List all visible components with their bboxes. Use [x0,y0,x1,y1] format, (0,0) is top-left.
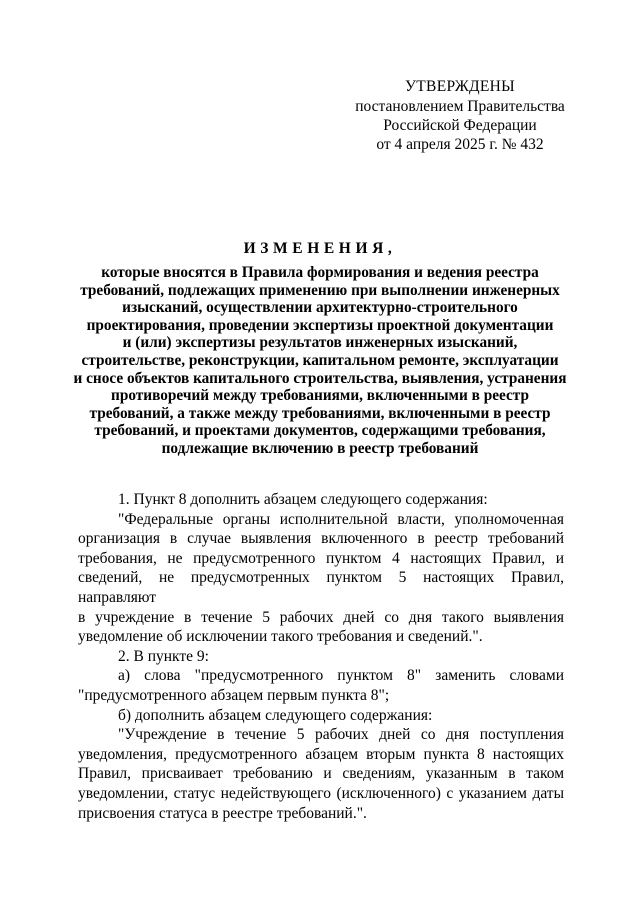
subtitle-line: требований, и проектами документов, содержащими требования, [94,422,546,440]
body-line: требования, не предусмотренного пунктом 4 настоящих Правил, и [78,549,564,567]
body-line: сведений, не предусмотренных пунктом 5 настоящих Правил, направляют [78,569,564,606]
approval-line: постановлением Правительства [355,98,565,115]
body-line: 1. Пункт 8 дополнить абзацем следующего содержания: [118,491,488,508]
body-line: а) слова "предусмотренного пунктом 8" заменить словами [118,667,564,685]
body-line: "Учреждение в течение 5 рабочих дней со дня поступления [118,726,564,744]
subtitle-line: которые вносятся в Правила формирования и ведения реестра [101,264,539,281]
body-line: уведомления, предусмотренного абзацем вторым пункта 8 настоящих [78,745,564,763]
body-line: уведомление об исключении такого требования и сведений.". [78,628,483,646]
body-line: организация в случае выявления включенного в реестр требований [78,530,564,548]
body-line: в учреждение в течение 5 рабочих дней со дня такого выявления [78,608,564,626]
paragraph-subitem-b [78,706,564,726]
subtitle-line: подлежащие включению в реестр требований [161,439,479,457]
subtitle-line: требований, подлежащих применению при выполнении инженерных [80,281,560,299]
paragraph-quote-1 [78,510,564,647]
document-subtitle [60,264,580,458]
approval-line: Российской Федерации [383,117,537,134]
document-body [78,490,564,823]
subtitle-line: требований, а также между требованиями, включенными в реестр [89,404,551,422]
paragraph-subitem-a [78,666,564,705]
subtitle-line: противоречий между требованиями, включенными в реестр [111,387,529,405]
subtitle-line: изысканий, осуществлении архитектурно-строительного [122,299,518,317]
subtitle-line: проектирования, проведении экспертизы проектной документации [86,316,554,334]
subtitle-line: и (или) экспертизы результатов инженерных изысканий, [122,334,518,352]
subtitle-line: строительстве, реконструкции, капитальном ремонте, эксплуатации [81,351,559,369]
body-line: уведомлении, статус недействующего (исключенного) с указанием даты [78,784,564,802]
body-line: б) дополнить абзацем следующего содержания: [118,706,433,724]
body-line: "предусмотренного абзацем первым пункта 8"; [78,686,390,704]
body-line: "Федеральные органы исполнительной власти, уполномоченная [118,510,564,528]
body-line: присвоения статуса в реестре требований.". [78,804,367,822]
approval-heading: УТВЕРЖДЕНЫ [405,78,515,95]
paragraph-quote-2 [78,725,564,823]
body-line: Правил, присваивает требованию и сведениям, указанным в таком [78,765,564,783]
paragraph-item-2 [78,647,564,667]
approval-line: от 4 апреля 2025 г. № 432 [376,136,544,153]
document-title: ИЗМЕНЕНИЯ, [243,240,397,257]
approval-stamp [330,77,590,154]
subtitle-line: и сносе объектов капитального строительства, выявления, устранения [73,369,567,387]
body-line: 2. В пункте 9: [118,647,209,665]
paragraph-item-1 [78,490,564,510]
